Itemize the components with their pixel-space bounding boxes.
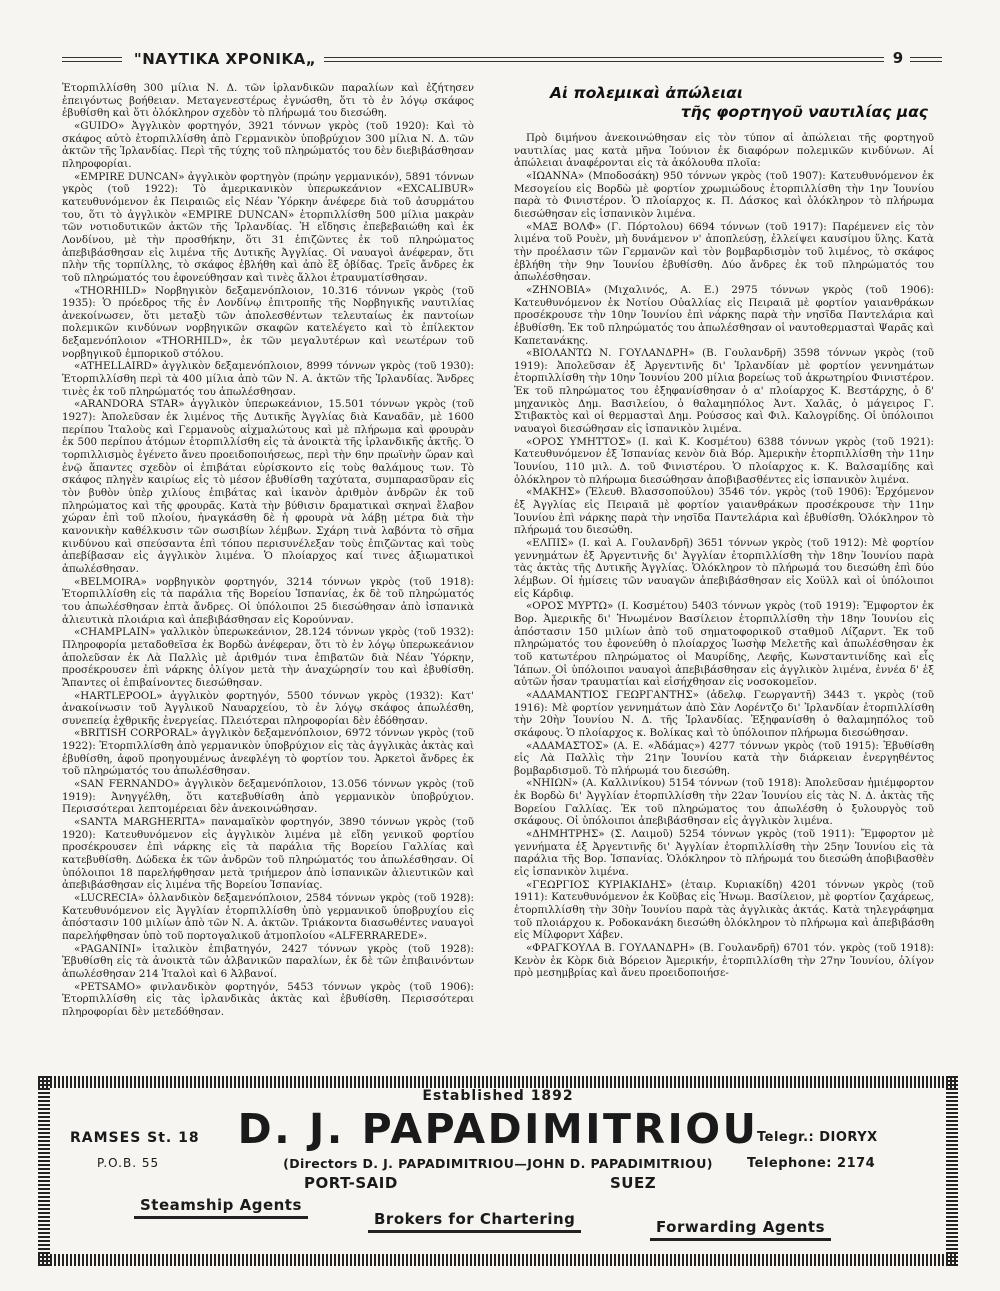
paragraph: «THORHILD» Νορβηγικὸν δεξαμενόπλοιον, 10.316 τόννων γκρὸς (τοῦ 1935): Ὁ πρόεδρος τῆς ἐν Λονδίνῳ ἐπιτροπῆς τῆς Νορβηγικῆς ναυτιλίας ἀνεκοίνωσεν, ὅτι μεταξὺ τῶν ἀπολεσθέντων τελευταίως ἐκ παντοίων πολεμικῶν κινδύνων νορβηγικῶν σκαφῶν κατελέγετο καὶ τὸ ἐπίλεκτον δεξαμενόπλοιον «THORHILD», ἐκ τῶν μεγαλυτέρων καὶ νεωτέρων τοῦ νορβηγικοῦ ἐμπορικοῦ στόλου. (62, 284, 474, 360)
paragraph: «ΖΗΝΟΒΙΑ» (Μιχαλινός, Α. Ε.) 2975 τόννων γκρὸς (τοῦ 1906): Κατευθυνόμενον ἐκ Νοτίου Οὐαλλίας εἰς Πειραιᾶ μὲ φορτίον γαιανθράκων προσέκρουσε τὴν 10ην Ἰουνίου ἐπὶ νάρκης παρὰ τὴν νησῖδα Παντελάρια καὶ ἐβυθίσθη. Ἐκ τοῦ πληρώματός του ἀπωλέσθησαν οἱ ναυτοθερμασταὶ Ψαρᾶς καὶ Καπετανάκης. (514, 283, 934, 347)
paragraph: «ΑΔΑΜΑΝΤΙΟΣ ΓΕΩΡΓΑΝΤΗΣ» (ἀδελφ. Γεωργαντῆ) 3443 τ. γκρὸς (τοῦ 1916): Μὲ φορτίον γεννημάτων ἀπὸ Σὰν Λορέντζο δι' Ἰρλανδίαν ἐτορπιλλίσθη τὴν 20ὴν Ἰουνίου Ν. Δ. τῆς Ἰρλανδίας. Ἐξηφανίσθη ὁ θαλαμηπόλος τοῦ σκάφους. Ὁ πλοίαρχος κ. Βολίκας καὶ τὸ ὑπόλοιπον πλήρωμα διεσώθησαν. (514, 688, 934, 739)
ad-pob: P.O.B. 55 (97, 1156, 160, 1170)
paragraph: «ΙΩΑΝΝΑ» (Μποδοσάκη) 950 τόννων γκρὸς (τοῦ 1907): Κατευθυνόμενον ἐκ Μεσογείου εἰς Βορδὼ μὲ φορτίον χρωμιώδους ἐτορπιλλίσθη τὴν 1ην Ἰουνίου παρὰ τὸ Φινιστέρον. Ὁ πλοίαρχος κ. Π. Δάσκος καὶ ὁλόκληρον τὸ πλήρωμα διεσώθησαν εἰς ἰσπανικὸν λιμένα. (514, 169, 934, 220)
paragraph: «EMPIRE DUNCAN» ἀγγλικὸν φορτηγὸν (πρώην γερμανικόν), 5891 τόννων γκρὸς (τοῦ 1922): Τὸ ἀμερικανικὸν ὑπερωκεάνιον «EXCALIBUR» κατευθυνόμενον ἐκ Πειραιῶς εἰς Νέαν Ὑόρκην ἀνέφερε διὰ τοῦ ἀσυρμάτου του, ὅτι τὸ ἀγγλικὸν «EMPIRE DUNCAN» ἐτορπιλλίσθη 500 μίλια μακρὰν τῶν νοτιοδυτικῶν ἀκτῶν τῆς Ἰρλανδίας. Ἡ εἴδησις ἐπεβεβαιώθη καὶ ἐκ Λονδίνου, μὲ τὴν προσθήκην, ὅτι 31 ἐπιζῶντες ἐκ τοῦ πληρώματος ἀπεβιβάσθησαν εἰς λιμένα τῆς Δυτικῆς Ἀγγλίας. Οἱ ναυαγοὶ ἀνέφεραν, ὅτι πλὴν τῆς τορπίλλης, τὸ σκάφος ἐβλήθη καὶ ἀπὸ ἓξ ὀβίδας. Τρεῖς ἄνδρες ἐκ τοῦ πληρώματός του ἐφονεύθησαν καὶ τινὲς ἄλλοι ἐτραυματίσθησαν. (62, 170, 474, 284)
page-number: 9 (892, 49, 904, 67)
ad-company-name: D. J. PAPADIMITRIOU (237, 1105, 759, 1153)
article-title-line1: Αἱ πολεμικαὶ ἀπώλειαι (550, 84, 743, 102)
ad-city-port-said: PORT-SAID (304, 1174, 398, 1192)
paragraph: «SAN FERNANDO» ἀγγλικὸν δεξαμενόπλοιον, 13.056 τόννων γκρὸς (τοῦ 1919): Ἀνηγγέλθη, ὅτι κατεβυθίσθη ἀπὸ γερμανικὸν ὑποβρύχιον. Περισσότεραι λεπτομέρειαι δὲν ἀνεκοινώθησαν. (62, 778, 474, 816)
article-title (514, 84, 934, 122)
ad-border-bottom (38, 1254, 958, 1266)
right-column (514, 84, 934, 980)
ad-border-right (946, 1076, 958, 1266)
paragraph: «ΝΗΙΩΝ» (Α. Καλλινίκου) 5154 τόννων (τοῦ 1918): Ἀπολεῦσαν ἡμιέμφορτον ἐκ Βορδὼ δι' Ἀγγλίαν ἐτορπιλλίσθη τὴν 22αν Ἰουνίου εἰς τὰς Ν. Δ. ἀκτὰς τῆς Βορείου Γαλλίας. Ἐκ τοῦ πληρώματος του ἀπωλέσθη ὁ ξυλουργὸς τοῦ σκάφους. Οἱ ὑπόλοιποι ἀπεβιβάσθησαν εἰς ἀγγλικὸν λιμένα. (514, 777, 934, 828)
paragraph: «CHAMPLAIN» γαλλικὸν ὑπερωκεάνιον, 28.124 τόννων γκρὸς (τοῦ 1932): Πληροφορία μεταδοθεῖσα ἐκ Βορδὼ ἀνέφεραν, ὅτι τὸ ἐν λόγῳ ὑπερωκεάνιον ἀπολεῦσαν ἐκ Λὰ Παλλὶς μὲ ἀριθμόν τινα ἐπιβατῶν διὰ Νέαν Ὑόρκην, προσέκρουσεν ἐπὶ νάρκης ὀλίγον μετὰ τὴν ἀναχώρησίν του καὶ ἐβυθίσθη. Ἅπαντες οἱ ἐπιβαίνοντες διεσώθησαν. (62, 626, 474, 689)
ad-border-left (38, 1076, 50, 1266)
advertisement (38, 1076, 958, 1266)
paragraph: «ΦΡΑΓΚΟΥΛΑ Β. ΓΟΥΛΑΝΔΡΗ» (Β. Γουλανδρῆ) 6701 τόν. γκρὸς (τοῦ 1918): Κενὸν ἐκ Κὸρκ διὰ Βόρειον Ἀμερικήν, ἐτορπιλλίσθη τὴν 27ην Ἰουνίου, ὀλίγον πρὸ μεσημβρίας καὶ ἄνευ προειδοποιήσε- (514, 942, 934, 980)
paragraph: «BELMOIRA» νορβηγικὸν φορτηγόν, 3214 τόννων γκρὸς (τοῦ 1918): Ἐτορπιλλίσθη εἰς τὰ παράλια τῆς Βορείου Ἰσπανίας, ἐκ δὲ τοῦ πληρώματός του ἀπωλέσθησαν ἑπτὰ ἄνδρες. Οἱ ὑπόλοιποι 25 διεσώθησαν ἀπὸ ἰσπανικὰ ἁλιευτικὰ πλοιάρια καὶ ἀπεβιβάσθησαν εἰς Κορούνναν. (62, 575, 474, 626)
article-title-line2: τῆς φορτηγοῦ ναυτιλίας μας (680, 103, 928, 121)
paragraph: «PAGANINI» ἰταλικὸν ἐπιβατηγόν, 2427 τόννων γκρὸς (τοῦ 1928): Ἐβυθίσθη εἰς τὰ ἀνοικτὰ τῶν ἀλβανικῶν παραλίων, ἐκ δὲ τῶν ἐπιβαινόντων ἀπωλέσθησαν 214 Ἰταλοὶ καὶ 6 Ἀλβανοί. (62, 942, 474, 980)
header-rule-right (910, 57, 942, 62)
ad-telephone: Telephone: 2174 (747, 1156, 876, 1171)
paragraph: «ΜΑΚΗΣ» (Ἐλευθ. Βλασσοπούλου) 3546 τόν. γκρὸς (τοῦ 1906): Ἐρχόμενον ἐξ Ἀγγλίας εἰς Πειραιᾶ μὲ φορτίον γαιανθράκων προσέκρουσε τὴν 11ην Ἰουνίου ἐπὶ νάρκης παρὰ τὴν νησῖδα Παντελάρια καὶ ἐβυθίσθη. Ὁλόκληρον τὸ πλήρωμά του διεσώθη. (514, 486, 934, 537)
ad-service-steamship: Steamship Agents (134, 1196, 308, 1219)
paragraph: Ἐτορπιλλίσθη 300 μίλια Ν. Δ. τῶν ἰρλανδικῶν παραλίων καὶ ἐζήτησεν ἐπειγόντως βοήθειαν. Μεταγενεστέρως ἐγνώσθη, ὅτι τὸ ἐν λόγῳ σκάφος ἐβυθίσθη καὶ ὅτι ὁλόκληρον σχεδὸν τὸ πλήρωμά του διεσώθη. (62, 82, 474, 120)
ad-address: RAMSES St. 18 (70, 1130, 200, 1146)
paragraph: «ΔΗΜΗΤΡΗΣ» (Σ. Λαιμοῦ) 5254 τόννων γκρὸς (τοῦ 1911): Ἔμφορτον μὲ γεννήματα ἐξ Ἀργεντινῆς δι' Ἀγγλίαν ἐτορπιλλίσθη τὴν 25ην Ἰουνίου εἰς τὰ παράλια τῆς Βορ. Ἰσπανίας. Ὁλόκληρον τὸ πλήρωμά του διεσώθη ἀποβιβασθὲν εἰς ἰσπανικὸν λιμένα. (514, 828, 934, 879)
header-rule-left (62, 57, 122, 62)
paragraph: «SANTA MARGHERITA» παναμαϊκὸν φορτηγόν, 3890 τόννων γκρὸς (τοῦ 1920): Κατευθυνόμενον εἰς ἀγγλικὸν λιμένα μὲ εἴδη γενικοῦ φορτίου προσέκρουσεν ἐπὶ νάρκης εἰς τὰ παράλια τῆς Βορείου Γαλλίας καὶ κατεβυθίσθη. Δώδεκα ἐκ τῶν ἀνδρῶν τοῦ πληρώματός του ἀπωλέσθησαν. Οἱ ὑπόλοιποι 18 παρελήφθησαν μετὰ τριήμερον ἀπὸ ἰσπανικῶν ἁλιευτικῶν καὶ ἀπεβιβάσθησαν εἰς λιμένα τῆς Βορείου Ἰσπανίας. (62, 816, 474, 892)
paragraph: «ΓΕΩΡΓΙΟΣ ΚΥΡΙΑΚΙΔΗΣ» (ἑταιρ. Κυριακίδη) 4201 τόννων γκρὸς (τοῦ 1911): Κατευθυνόμενον ἐκ Κοῦβας εἰς Ἡνωμ. Βασίλειον, μὲ φορτίον ζαχάρεως, ἐτορπιλλίσθη τὴν 30ὴν Ἰουνίου παρὰ τὰς ἀγγλικὰς ἀκτάς. Κατὰ τηλεγράφημα τοῦ πλοιάρχου κ. Ροδοκανάκη διεσώθη ὁλόκληρον τὸ πλήρωμα καὶ ἀπεβιβάσθη εἰς Μίλφορντ Χάβεν. (514, 878, 934, 942)
ad-content (50, 1088, 946, 1254)
ad-directors: (Directors D. J. PAPADIMITRIOU—JOHN D. PAPADIMITRIOU) (283, 1156, 713, 1171)
paragraph: «BRITISH CORPORAL» ἀγγλικὸν δεξαμενόπλοιον, 6972 τόννων γκρὸς (τοῦ 1922): Ἐτορπιλλίσθη ἀπὸ γερμανικὸν ὑποβρύχιον εἰς τὰς ἀγγλικὰς ἀκτὰς καὶ ἐβυθίσθη, ἀφοῦ προηγουμένως ἀνεφλέγη τὸ φορτίον του. Ἀρκετοὶ ἄνδρες ἐκ τοῦ πληρώματός του ἀπωλέσθησαν. (62, 727, 474, 778)
paragraph: «ΑΔΑΜΑΣΤΟΣ» (Α. Ε. «Ἀδάμας») 4277 τόννων γκρὸς (τοῦ 1915): Ἐβυθίσθη εἰς Λὰ Παλλὶς τὴν 21ην Ἰουνίου κατὰ τὴν διάρκειαν ἐνεργηθέντος βομβαρδισμοῦ. Τὸ πλήρωμά του διεσώθη. (514, 739, 934, 777)
header-rule-middle (324, 57, 884, 62)
ad-city-suez: SUEZ (610, 1174, 657, 1192)
running-header (62, 50, 942, 72)
ad-service-forwarding: Forwarding Agents (650, 1218, 831, 1241)
paragraph: «ΟΡΟΣ ΜΥΡΤΩ» (Ι. Κοσμέτου) 5403 τόννων γκρὸς (τοῦ 1919): Ἔμφορτον ἐκ Βορ. Ἀμερικῆς δι' Ἡνωμένον Βασίλειον ἐτορπιλλίσθη τὴν 18ην Ἰουνίου εἰς ἀπόστασιν 150 μιλίων ἀπὸ τοῦ σηματοφορικοῦ σταθμοῦ Λίζαρντ. Ἐκ τοῦ πληρώματός του ἐφονεύθη ὁ πλοίαρχος Ἰωσὴφ Μελετῆς καὶ ἀπωλέσθησαν ἐκ τοῦ κατωτέρου πληρώματος οἱ Μαυρίδης, Λεφῆς, Κωνσταντινίδης καὶ εἷς Ἰάπων. Οἱ ὑπόλοιποι ναυαγοὶ ἀπεβιβάσθησαν εἰς ἀγγλικὸν λιμένα, ἐννέα δ' ἐξ αὐτῶν ἦσαν τραυματίαι καὶ εἰσήχθησαν εἰς νοσοκομεῖον. (514, 600, 934, 689)
left-column (62, 82, 474, 1019)
ad-telegram: Telegr.: DIORYX (757, 1130, 878, 1145)
paragraph: «PETSAMO» φινλανδικὸν φορτηγόν, 5453 τόννων γκρὸς (τοῦ 1906): Ἐτορπιλλίσθη εἰς τὰς ἰρλανδικὰς ἀκτὰς καὶ ἐβυθίσθη. Περισσότεραι πληροφορίαι δὲν μετεδόθησαν. (62, 980, 474, 1018)
paragraph: «HARTLEPOOL» ἀγγλικὸν φορτηγόν, 5500 τόννων γκρὸς (1932): Κατ' ἀνακοίνωσιν τοῦ Ἀγγλικοῦ Ναυαρχείου, τὸ ἐν λόγῳ σκάφος ἀπωλέσθη, συνεπείᾳ ἐχθρικῆς ἐνεργείας. Πλειότεραι πληροφορίαι δὲν ἐδόθησαν. (62, 689, 474, 727)
paragraph: «ΟΡΟΣ ΥΜΗΤΤΟΣ» (Ι. καὶ Κ. Κοσμέτου) 6388 τόννων γκρὸς (τοῦ 1921): Κατευθυνόμενον ἐξ Ἰσπανίας κενὸν διὰ Βόρ. Ἀμερικὴν ἐτορπιλλίσθη τὴν 11ην Ἰουνίου, 110 μιλ. Δ. τοῦ Φινιστέρου. Ὁ πλοίαρχος κ. Κ. Βαλσαμίδης καὶ ὁλόκληρον τὸ πλήρωμα διεσώθησαν ἀποβιβασθέντες εἰς ἰσπανικὸν λιμένα. (514, 435, 934, 486)
paragraph: «ΕΛΠΙΣ» (Ι. καὶ Α. Γουλανδρῆ) 3651 τόννων γκρὸς (τοῦ 1912): Μὲ φορτίον γεννημάτων ἐξ Ἀργεντινῆς δι' Ἀγγλίαν ἐτορπιλλίσθη τὴν 18ην Ἰουνίου παρὰ τὰς ἀκτὰς τῆς Δυτικῆς Ἀγγλίας. Ὁλόκληρον τὸ πλήρωμά του διεσώθη ἐπὶ δύο λέμβων. Οἱ ἡμίσεις τῶν ναυαγῶν ἀπεβιβάσθησαν εἰς Χοϋλλ καὶ οἱ ὑπόλοιποι εἰς Κάρδιφ. (514, 537, 934, 600)
ad-service-brokers: Brokers for Chartering (368, 1210, 581, 1233)
paragraph: «ARANDORA STAR» ἀγγλικὸν ὑπερωκεάνιον, 15.501 τόννων γκρὸς (τοῦ 1927): Ἀπολεῦσαν ἐκ λιμένος τῆς Δυτικῆς Ἀγγλίας διὰ Καναδᾶν, μὲ 1600 περίπου Ἰταλοὺς καὶ Γερμανοὺς αἰχμαλώτους καὶ μὲ πλήρωμα καὶ φρουρὰν ἐκ 500 περίπου ἀτόμων ἐτορπιλλίσθη εἰς τὰ ἀνοικτὰ τῆς ἰρλανδικῆς ἀκτῆς. Ὁ τορπιλλισμὸς ἐγένετο ἄνευ προειδοποιήσεως, περὶ τὴν 6ην πρωϊνὴν ὥραν καὶ ἐνῷ ἅπαντες σχεδὸν οἱ ἐπιβάται εὑρίσκοντο εἰς τοὺς θαλάμους των. Τὸ σκάφος πληγὲν καιρίως εἰς τὸ μέσον ἐβυθίσθη ταχύτατα, συμπαρασῦραν εἰς τὸν βυθὸν ὑπὲρ χιλίους ἐπιβάτας καὶ ἱκανὸν ἀριθμὸν ἀνδρῶν ἐκ τοῦ πληρώματος καὶ τῆς φρουρᾶς. Κατὰ τὴν βύθισιν δραματικαὶ σκηναὶ ἔλαβον χώραν ἐπὶ τοῦ πλοίου, ἠναγκάσθη δὲ ἡ φρουρὰ νὰ λάβῃ μέτρα διὰ τὴν κανονικὴν καθέλκυσιν τῶν σωσιβίων λέμβων. Σχάρη τινὰ λαβόντα τὸ σῆμα κινδύνου καὶ σπεύσαντα ἐπὶ τόπου περισυνέλεξαν τοὺς ἐπιζῶντας καὶ τοὺς ἀπεβίβασαν εἰς ἀγγλικὸν λιμένα. Ὁ πλοίαρχος καί τινες ἀξιωματικοὶ ἀπωλέσθησαν. (62, 398, 474, 575)
paragraph: «ΒΙΟΛΑΝΤΩ Ν. ΓΟΥΛΑΝΔΡΗ» (Β. Γουλανδρῆ) 3598 τόννων γκρὸς (τοῦ 1919): Ἀπολεῦσαν ἐξ Ἀργεντινῆς δι' Ἰρλανδίαν μὲ φορτίον γεννημάτων ἐτορπιλλίσθη τὴν 10ην Ἰουνίου 200 μίλια βορείως τοῦ ἀκρωτηρίου Φινιστέρον. Ἐκ τοῦ πληρώματος του ἐξηφανίσθησαν ὁ α' πλοίαρχος Κ. Βεστάρχης, ὁ δ' μηχανικὸς Δημ. Βασιλείου, ὁ θαλαμηπόλος Ἀντ. Χαλᾶς, ὁ μάγειρος Γ. Στιβακτὸς καὶ οἱ θερμασταὶ Δημ. Ρούσσος καὶ Φιλ. Καλογρίδης. Οἱ ὑπόλοιποι ναυαγοὶ διεσώθησαν εἰς ἰσπανικὸν λιμένα. (514, 347, 934, 436)
ad-established: Established 1892 (422, 1088, 574, 1104)
publication-title: "ΝΑΥΤΙΚΑ ΧΡΟΝΙΚΑ„ (133, 50, 317, 68)
paragraph: «GUIDO» Ἀγγλικὸν φορτηγόν, 3921 τόννων γκρὸς (τοῦ 1920): Καὶ τὸ σκάφος αὐτὸ ἐτορπιλλίσθη ἀπὸ Γερμανικὸν ὑποβρύχιον 300 μίλια Ν. Δ. τῶν ἀκτῶν τῆς Ἰρλανδίας. Περὶ τῆς τύχης τοῦ πληρώματός του δὲν διεβιβάσθησαν πληροφορίαι. (62, 119, 474, 170)
paragraph: Πρὸ διμήνου ἀνεκοινώθησαν εἰς τὸν τύπον αἱ ἀπώλειαι τῆς φορτηγοῦ ναυτιλίας μας κατὰ μῆνα Ἰούνιον ἐκ διαφόρων πολεμικῶν κινδύνων. Αἱ ἀπώλειαι ἀναφέρονται εἰς τὰ ἀκόλουθα πλοῖα: (514, 132, 934, 170)
paragraph: «ΜΑΞ ΒΟΛΦ» (Γ. Πόρτολου) 6694 τόννων (τοῦ 1917): Παρέμενεν εἰς τὸν λιμένα τοῦ Ρουὲν, μὴ δυνάμενον ν' ἀποπλεύσῃ, ἐλλείψει καυσίμου ὕλης. Κατὰ τὴν προέλασιν τῶν Γερμανῶν καὶ τὸν βομβαρδισμὸν τοῦ λιμένος, τὸ σκάφος ἐβλήθη τὴν 9ην Ἰουνίου ἐβυθίσθη. Δύο ἄνδρες ἐκ τοῦ πληρώματός του ἀπωλέσθησαν. (514, 220, 934, 284)
paragraph: «LUCRECIA» ὁλλανδικὸν δεξαμενόπλοιον, 2584 τόννων γκρὸς (τοῦ 1928): Κατευθυνόμενον εἰς Ἀγγλίαν ἐτορπιλλίσθη ὑπὸ γερμανικοῦ ὑποβρυχίου εἰς ἀπόστασιν 100 μιλίων ἀπὸ τῶν Ν. Α. ἀκτῶν. Τριάκοντα διασωθέντες ναυαγοὶ παρελήφθησαν ὑπὸ τοῦ πορτογαλικοῦ ἀτμοπλοίου «ALFERRAREDE». (62, 892, 474, 942)
paragraph: «ATHELLAIRD» ἀγγλικὸν δεξαμενόπλοιον, 8999 τόννων γκρὸς (τοῦ 1930): Ἐτορπιλλίσθη περὶ τὰ 400 μίλια ἀπὸ τῶν Ν. Α. ἀκτῶν τῆς Ἰρλανδίας. Ἄνδρες τινὲς ἐκ τοῦ πληρώματός του ἀπωλέσθησαν. (62, 360, 474, 398)
ad-border-top (38, 1076, 958, 1088)
